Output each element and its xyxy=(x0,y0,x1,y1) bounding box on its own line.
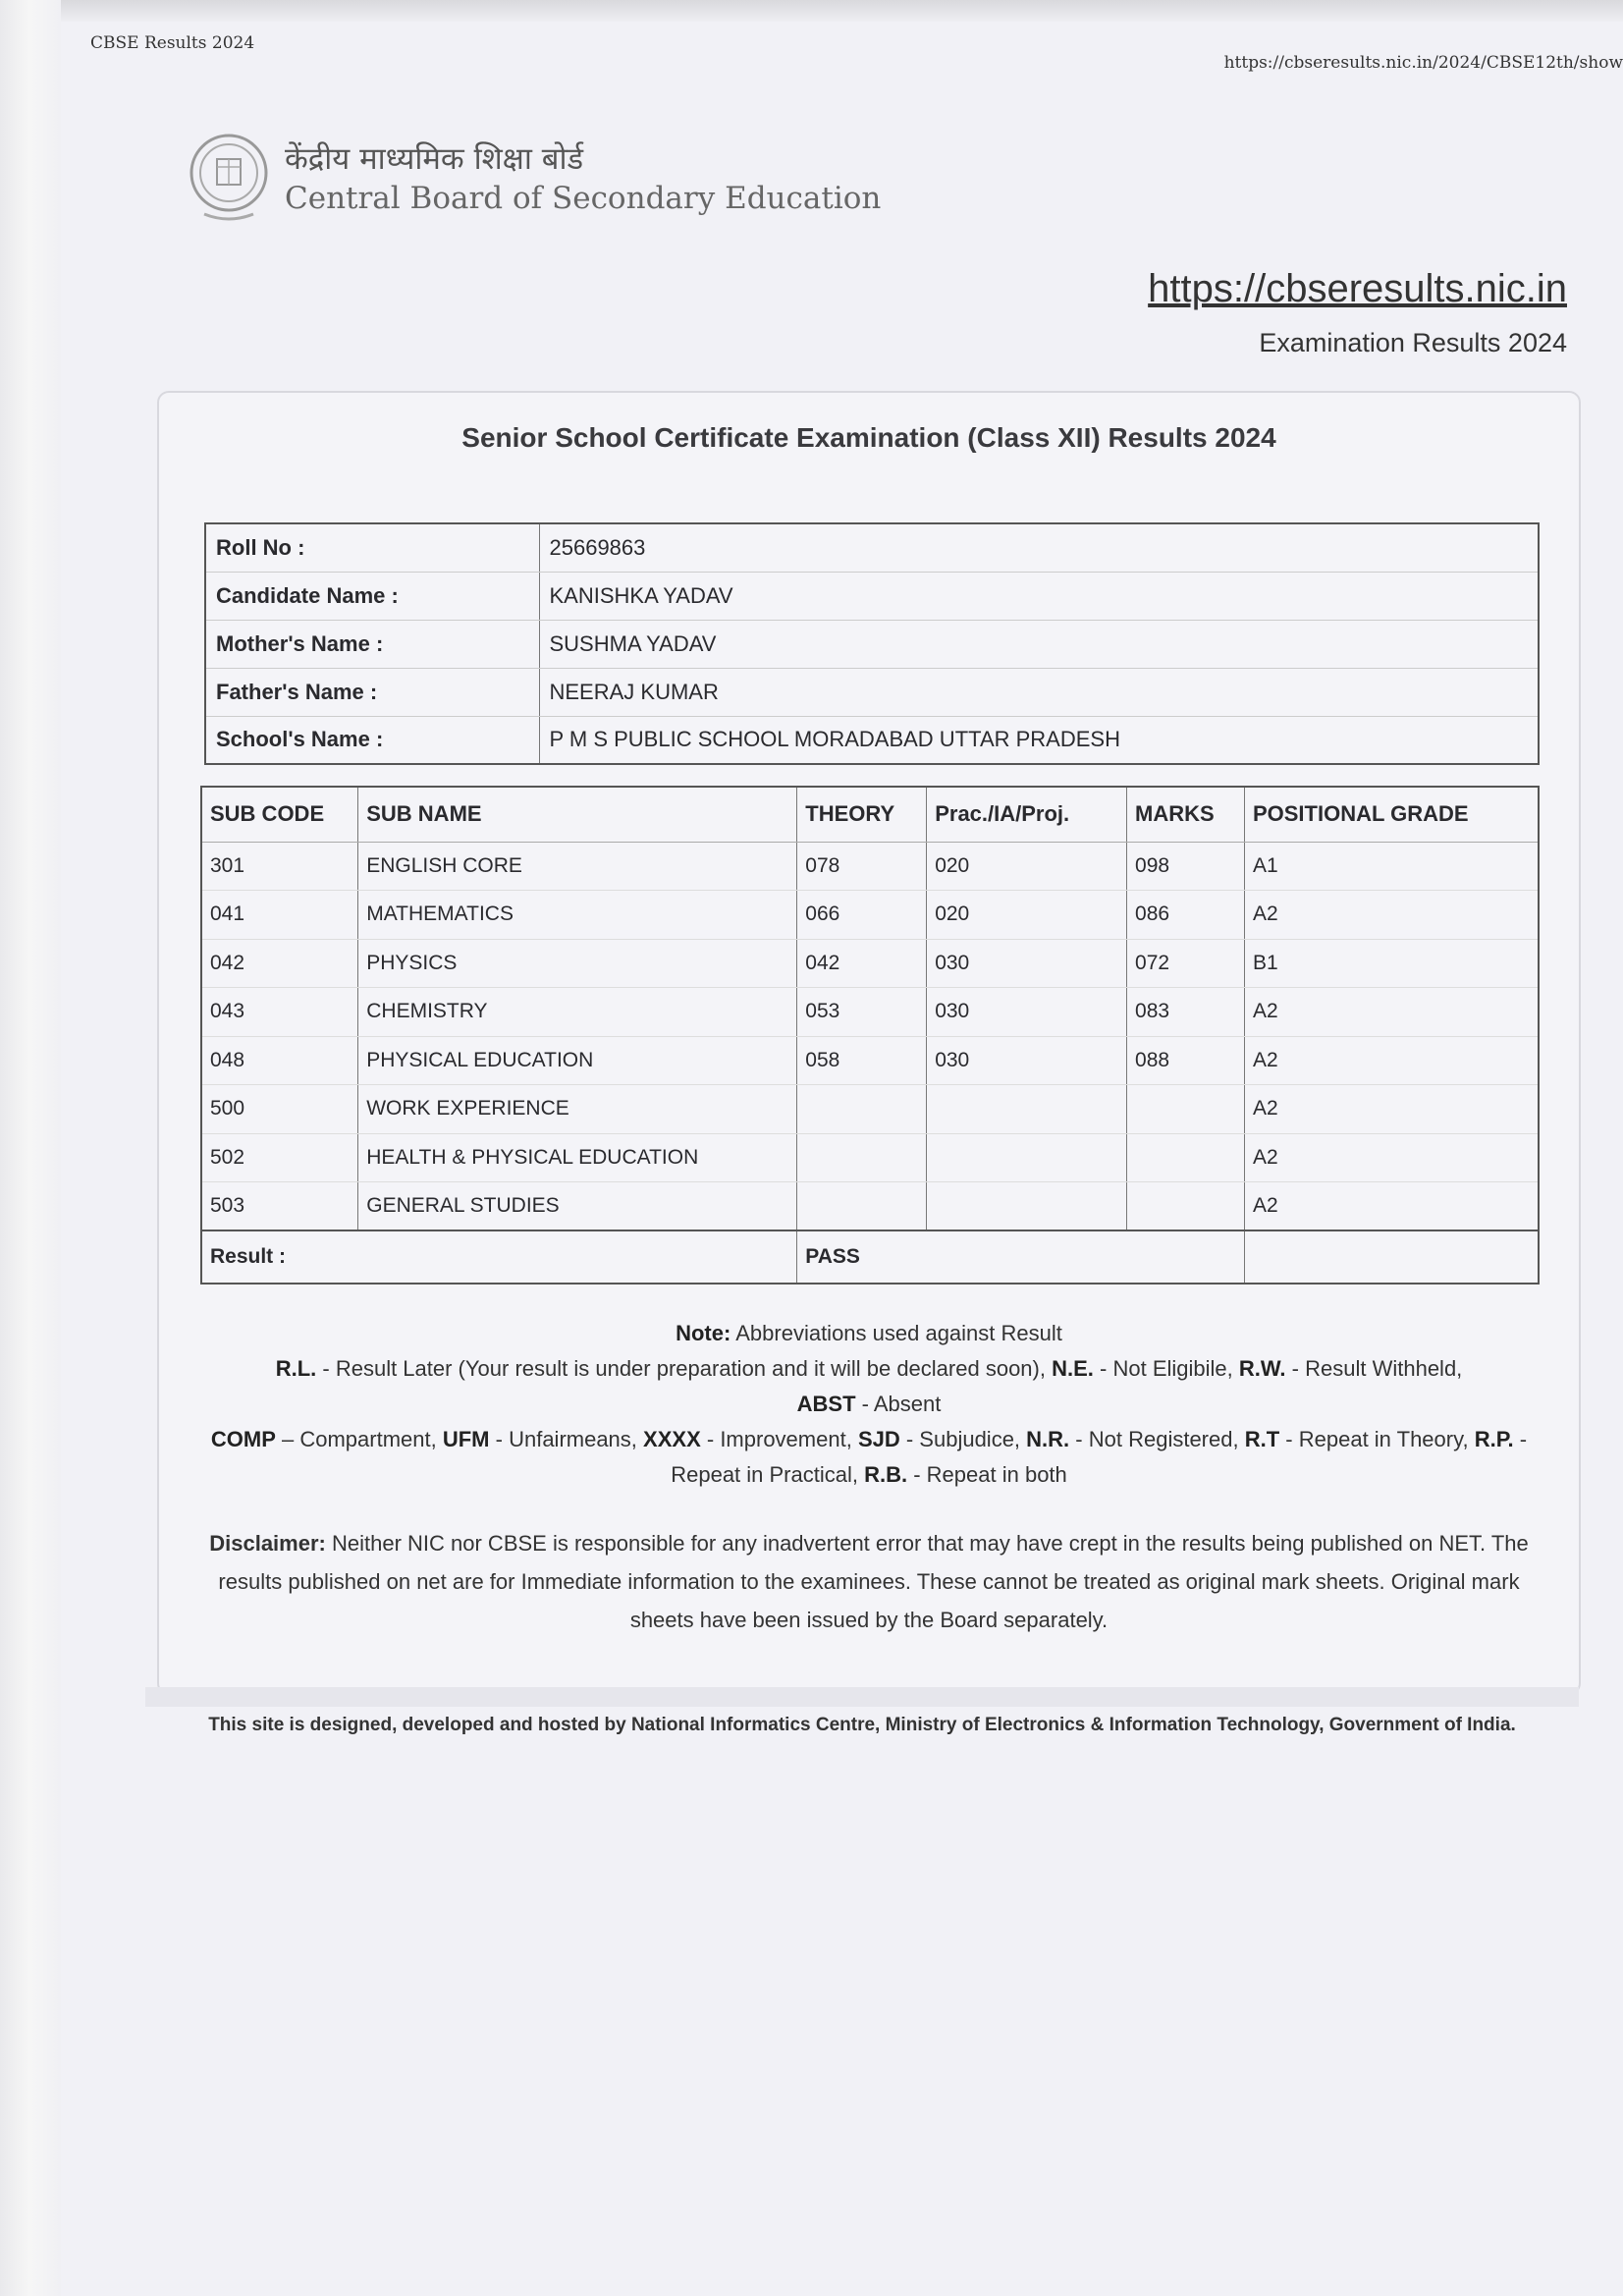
abbr-text: - Improvement, xyxy=(706,1427,852,1451)
candidate-info-table xyxy=(204,522,1540,765)
table-row xyxy=(201,842,1539,891)
footer-credits: This site is designed, developed and hosted by National Informatics Centre, Ministry of Electronics & Information Technology, Government of India. xyxy=(208,1715,1516,1735)
note-items xyxy=(198,1351,1540,1493)
info-label: Roll No : xyxy=(205,523,539,572)
result-row xyxy=(201,1230,1539,1284)
table-row xyxy=(205,668,1539,716)
practical-cell xyxy=(927,1133,1127,1182)
marks-cell: 098 xyxy=(1127,842,1245,891)
abbr-code: R.L. xyxy=(275,1356,317,1381)
abbr-text: - Not Eligibile, xyxy=(1100,1356,1233,1381)
sub-name-cell: GENERAL STUDIES xyxy=(358,1182,797,1231)
sub-code-cell: 041 xyxy=(201,891,358,940)
print-header-left: CBSE Results 2024 xyxy=(90,33,255,53)
board-logo-block xyxy=(187,130,881,224)
table-row xyxy=(205,572,1539,620)
table-row xyxy=(201,1182,1539,1231)
abbr-code: XXXX xyxy=(643,1427,701,1451)
sub-code-cell: 503 xyxy=(201,1182,358,1231)
col-header-sub-code: SUB CODE xyxy=(201,787,358,842)
info-value: 25669863 xyxy=(539,523,1539,572)
abbr-code: N.E. xyxy=(1052,1356,1094,1381)
marks-cell: 083 xyxy=(1127,988,1245,1037)
info-value: KANISHKA YADAV xyxy=(539,572,1539,620)
grade-cell: A2 xyxy=(1244,1133,1539,1182)
scan-left-edge xyxy=(0,0,61,2296)
practical-cell: 030 xyxy=(927,988,1127,1037)
site-link[interactable]: https://cbseresults.nic.in xyxy=(1148,267,1567,310)
grade-cell: A2 xyxy=(1244,988,1539,1037)
table-row xyxy=(205,523,1539,572)
disclaimer xyxy=(198,1524,1540,1639)
sub-name-cell: WORK EXPERIENCE xyxy=(358,1085,797,1134)
info-label: Candidate Name : xyxy=(205,572,539,620)
abbr-text: - Result Withheld, xyxy=(1291,1356,1463,1381)
marks-header-row xyxy=(201,787,1539,842)
marks-cell xyxy=(1127,1133,1245,1182)
abbreviations-note xyxy=(198,1316,1540,1493)
note-label: Note: xyxy=(676,1321,731,1345)
sub-code-cell: 301 xyxy=(201,842,358,891)
disclaimer-text: Neither NIC nor CBSE is responsible for any inadvertent error that may have crept in the results being published on NET. The results published on net are for Immediate information to the examinees. These cannot be treated as original mark sheets. Original mark sheets have been issued by the Board separately. xyxy=(218,1531,1529,1632)
theory-cell: 078 xyxy=(797,842,927,891)
abbr-text: - Repeat in Practical, xyxy=(671,1427,1528,1487)
theory-cell xyxy=(797,1182,927,1231)
theory-cell: 053 xyxy=(797,988,927,1037)
abbr-text: - Repeat in both xyxy=(913,1462,1067,1487)
info-value: P M S PUBLIC SCHOOL MORADABAD UTTAR PRADESH xyxy=(539,716,1539,764)
abbr-text: - Not Registered, xyxy=(1075,1427,1239,1451)
sub-code-cell: 042 xyxy=(201,939,358,988)
theory-cell: 058 xyxy=(797,1036,927,1085)
info-label: Mother's Name : xyxy=(205,620,539,668)
board-name-hindi: केंद्रीय माध्यमिक शिक्षा बोर्ड xyxy=(285,141,584,177)
info-value: SUSHMA YADAV xyxy=(539,620,1539,668)
result-card xyxy=(157,391,1581,1695)
grade-cell: A2 xyxy=(1244,1182,1539,1231)
sub-code-cell: 502 xyxy=(201,1133,358,1182)
grade-cell: A1 xyxy=(1244,842,1539,891)
abbr-code: ABST xyxy=(796,1392,856,1416)
sub-name-cell: PHYSICAL EDUCATION xyxy=(358,1036,797,1085)
table-row xyxy=(205,620,1539,668)
practical-cell xyxy=(927,1085,1127,1134)
theory-cell: 042 xyxy=(797,939,927,988)
practical-cell: 020 xyxy=(927,842,1127,891)
sub-name-cell: HEALTH & PHYSICAL EDUCATION xyxy=(358,1133,797,1182)
theory-cell xyxy=(797,1133,927,1182)
practical-cell: 030 xyxy=(927,939,1127,988)
sub-name-cell: MATHEMATICS xyxy=(358,891,797,940)
marks-cell: 086 xyxy=(1127,891,1245,940)
table-row xyxy=(205,716,1539,764)
exam-results-subtitle: Examination Results 2024 xyxy=(1259,328,1567,357)
col-header-marks: MARKS xyxy=(1127,787,1245,842)
abbr-code: UFM xyxy=(442,1427,490,1451)
table-row xyxy=(201,1133,1539,1182)
marks-cell xyxy=(1127,1182,1245,1231)
abbr-code: R.P. xyxy=(1474,1427,1514,1451)
abbr-code: R.W. xyxy=(1238,1356,1286,1381)
table-row xyxy=(201,1085,1539,1134)
col-header-theory: THEORY xyxy=(797,787,927,842)
info-label: School's Name : xyxy=(205,716,539,764)
result-label: Result : xyxy=(201,1230,797,1284)
info-value: NEERAJ KUMAR xyxy=(539,668,1539,716)
cbse-emblem-icon xyxy=(187,130,271,224)
footer-band xyxy=(145,1687,1579,1707)
result-empty-cell xyxy=(1244,1230,1539,1284)
result-card-title: Senior School Certificate Examination (Class XII) Results 2024 xyxy=(461,422,1276,453)
abbr-text: – Compartment, xyxy=(282,1427,437,1451)
abbr-code: N.R. xyxy=(1026,1427,1070,1451)
sub-name-cell: ENGLISH CORE xyxy=(358,842,797,891)
abbr-text: - Subjudice, xyxy=(905,1427,1021,1451)
theory-cell xyxy=(797,1085,927,1134)
table-row xyxy=(201,988,1539,1037)
info-label: Father's Name : xyxy=(205,668,539,716)
sub-name-cell: CHEMISTRY xyxy=(358,988,797,1037)
table-row xyxy=(201,891,1539,940)
abbr-code: COMP xyxy=(210,1427,276,1451)
abbr-code: SJD xyxy=(857,1427,900,1451)
marks-cell xyxy=(1127,1085,1245,1134)
abbr-code: R.B. xyxy=(864,1462,908,1487)
theory-cell: 066 xyxy=(797,891,927,940)
practical-cell: 030 xyxy=(927,1036,1127,1085)
practical-cell: 020 xyxy=(927,891,1127,940)
grade-cell: A2 xyxy=(1244,1036,1539,1085)
table-row xyxy=(201,939,1539,988)
sub-name-cell: PHYSICS xyxy=(358,939,797,988)
abbr-text: - Repeat in Theory, xyxy=(1285,1427,1469,1451)
board-name-english: Central Board of Secondary Education xyxy=(285,181,882,216)
sub-code-cell: 043 xyxy=(201,988,358,1037)
sub-code-cell: 048 xyxy=(201,1036,358,1085)
grade-cell: B1 xyxy=(1244,939,1539,988)
col-header-grade: POSITIONAL GRADE xyxy=(1244,787,1539,842)
result-value: PASS xyxy=(797,1230,1245,1284)
practical-cell xyxy=(927,1182,1127,1231)
col-header-practical: Prac./IA/Proj. xyxy=(927,787,1127,842)
abbr-text: - Result Later (Your result is under preparation and it will be declared soon), xyxy=(322,1356,1046,1381)
grade-cell: A2 xyxy=(1244,891,1539,940)
scan-top-edge xyxy=(0,0,1623,22)
abbr-text: - Unfairmeans, xyxy=(495,1427,637,1451)
marks-cell: 072 xyxy=(1127,939,1245,988)
marks-table xyxy=(200,786,1540,1285)
abbr-text: - Absent xyxy=(861,1392,942,1416)
print-header-url: https://cbseresults.nic.in/2024/CBSE12th/show xyxy=(1223,53,1623,73)
marks-cell: 088 xyxy=(1127,1036,1245,1085)
disclaimer-label: Disclaimer: xyxy=(209,1531,326,1556)
abbr-code: R.T xyxy=(1244,1427,1280,1451)
grade-cell: A2 xyxy=(1244,1085,1539,1134)
note-heading: Abbreviations used against Result xyxy=(735,1321,1062,1345)
col-header-sub-name: SUB NAME xyxy=(358,787,797,842)
sub-code-cell: 500 xyxy=(201,1085,358,1134)
table-row xyxy=(201,1036,1539,1085)
marks-body xyxy=(201,842,1539,1230)
